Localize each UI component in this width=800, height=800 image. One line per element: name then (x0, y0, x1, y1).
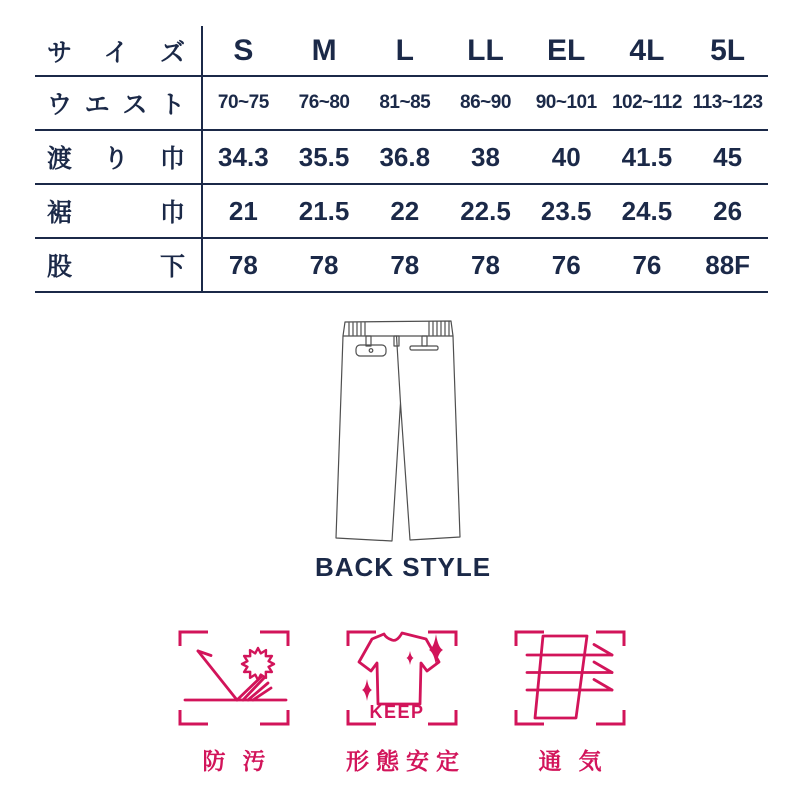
thigh-cell: 40 (551, 141, 581, 172)
thigh-cell: 36.8 (379, 141, 431, 172)
breathable-icon (514, 630, 626, 726)
size-spec-table (35, 26, 768, 293)
hem-cell: 22 (390, 195, 420, 226)
size-cell: 4L (629, 33, 665, 67)
table-row-thigh-width (35, 131, 768, 185)
row-header-size: サ イ ズ (35, 26, 203, 75)
feature-shape-keep (346, 630, 466, 776)
row-header-inseam: 股 下 (35, 239, 203, 291)
feature-label-breathable: 通気 (538, 748, 619, 774)
hem-cell: 23.5 (540, 195, 592, 226)
shape-keep-icon (346, 630, 458, 726)
hem-cell: 26 (713, 195, 743, 226)
keep-badge: KEEP (369, 702, 425, 722)
size-cell: LL (467, 33, 504, 67)
table-row-size (35, 26, 768, 77)
waist-cell: 113~123 (692, 92, 763, 113)
waist-cell: 102~112 (611, 92, 682, 113)
pants-back-sketch-icon (308, 300, 498, 550)
size-cell: 5L (710, 33, 746, 67)
thigh-cell: 45 (713, 141, 743, 172)
inseam-cell: 78 (309, 249, 339, 280)
size-cell: L (395, 33, 414, 67)
inseam-cell: 76 (632, 249, 662, 280)
inseam-cell: 78 (228, 249, 258, 280)
row-header-waist: ウ エ ス ト (35, 77, 203, 129)
thigh-cell: 41.5 (621, 141, 673, 172)
size-cell: S (233, 33, 254, 67)
waist-cell: 76~80 (298, 92, 350, 113)
waist-cell: 81~85 (379, 92, 431, 113)
thigh-cell: 35.5 (298, 141, 350, 172)
thigh-cell: 38 (471, 141, 500, 172)
inseam-cell: 88F (705, 249, 751, 280)
table-row-waist (35, 77, 768, 131)
table-row-inseam (35, 239, 768, 293)
row-header-thigh-width: 渡 り 巾 (35, 131, 203, 183)
feature-label-shape-keep: 形態安定 (346, 748, 466, 774)
pants-back-illustration (308, 300, 498, 550)
feature-breathable (514, 630, 626, 776)
inseam-cell: 76 (551, 249, 581, 280)
inseam-cell: 78 (390, 249, 420, 280)
waist-cell: 70~75 (217, 92, 269, 113)
feature-stain-resistant (178, 630, 290, 776)
table-row-hem-width (35, 185, 768, 239)
hem-cell: 21.5 (298, 195, 350, 226)
row-header-hem-width: 裾 巾 (35, 185, 203, 237)
feature-label-stain-resistant: 防汚 (202, 748, 283, 774)
waist-cell: 90~101 (535, 92, 597, 113)
stain-resistant-icon (178, 630, 290, 726)
hem-cell: 21 (228, 195, 258, 226)
illustration-caption: BACK STYLE (314, 552, 492, 582)
size-cell: M (311, 33, 337, 67)
hem-cell: 22.5 (460, 195, 511, 226)
inseam-cell: 78 (471, 249, 500, 280)
hem-cell: 24.5 (621, 195, 673, 226)
waist-cell: 86~90 (460, 92, 511, 113)
thigh-cell: 34.3 (218, 141, 269, 172)
size-cell: EL (547, 33, 586, 67)
